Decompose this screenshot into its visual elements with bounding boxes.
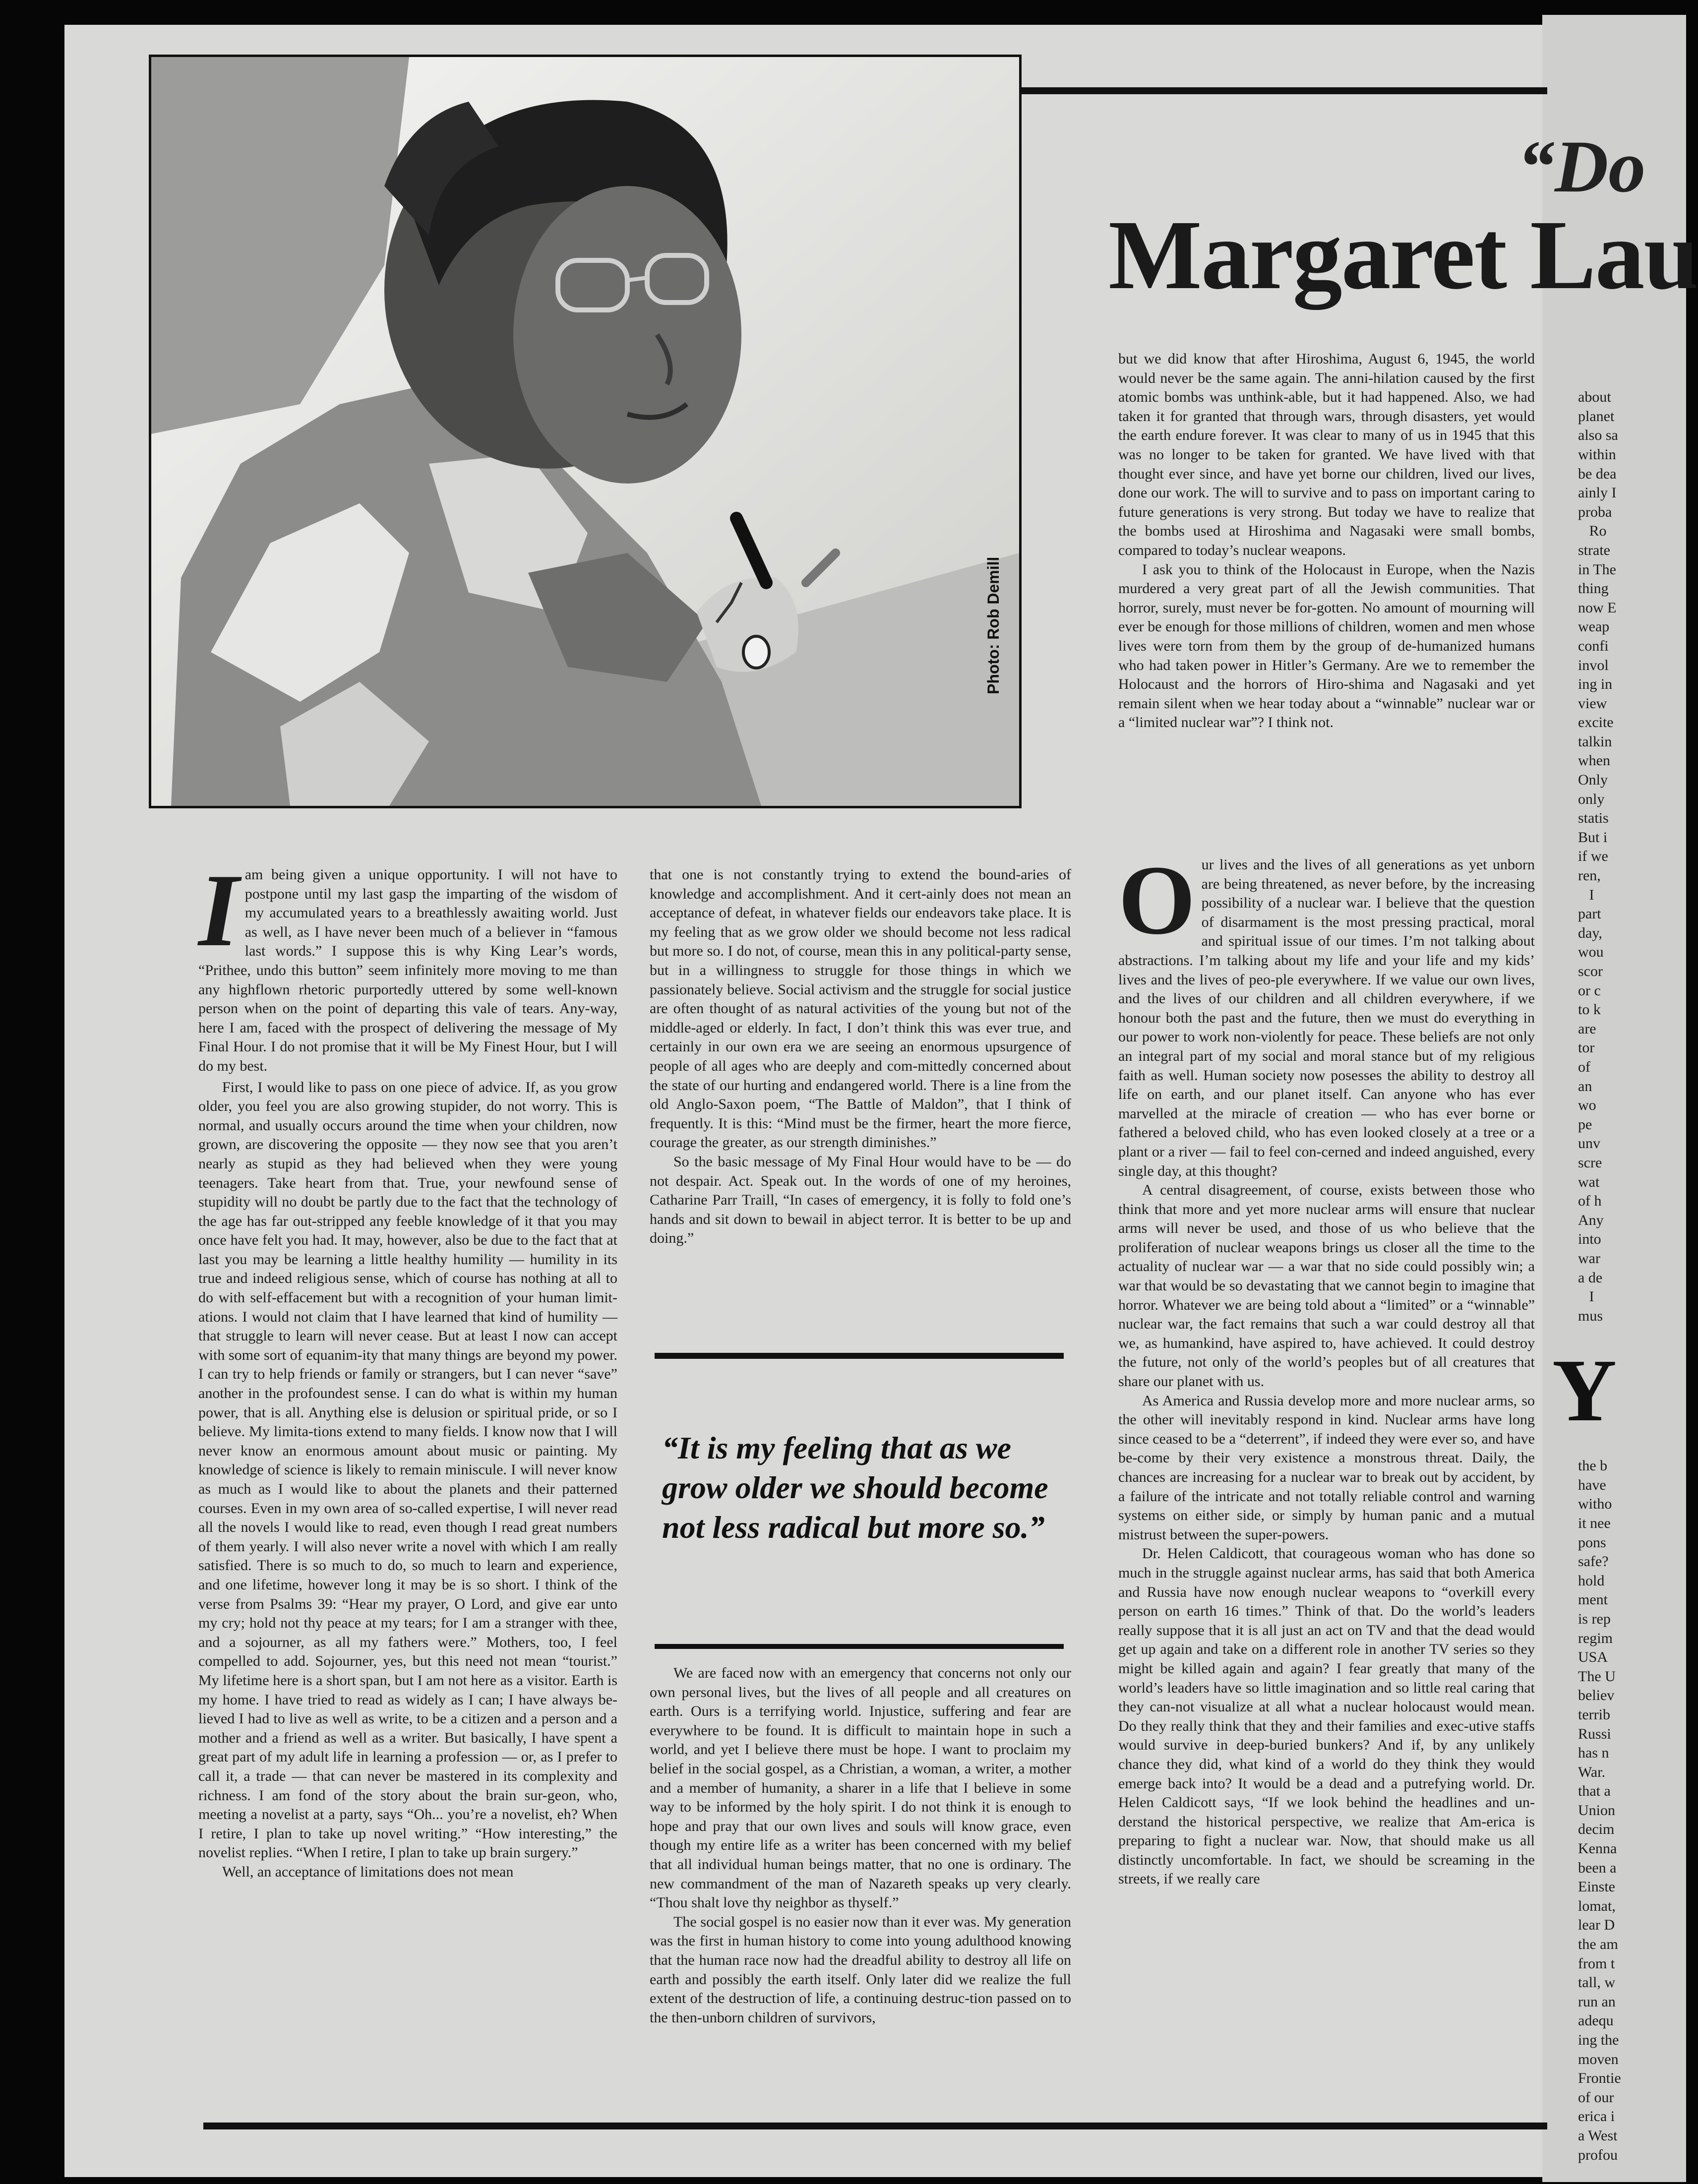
col4-line: witho [1578, 1496, 1612, 1513]
col4-line: to k [1578, 1001, 1601, 1018]
col4-line: are [1578, 1020, 1596, 1037]
col4-line: ing in [1578, 676, 1613, 693]
drop-cap-i: I [198, 853, 239, 968]
col4-line: planet [1578, 408, 1615, 425]
author-photo [149, 55, 1022, 808]
col1-para-1: Iam being given a unique opportunity. I will not have to postpone until my last gasp the imparting of the wisdom of my accumulated years to a breathlessly awaiting world. Just as well, as I have never been much of a believer in “famous last words.” I suppose this is why King Lear’s words, “Prithee, undo this button” seem infinitely more moving to me than any highflown rhetoric purportedly uttered by some well-known person when on the point of departing this vale of tears. Any-way, here I am, faced with the prospect of delivering the message of My Final Hour. I do not promise that it will be My Finest Hour, but I will do my best. [198, 853, 617, 1074]
col4-line: scre [1578, 1154, 1602, 1171]
article-column-1 [198, 853, 617, 1881]
col4-line: But i [1578, 829, 1608, 846]
col4-line: Only [1578, 772, 1608, 789]
col4-line: ainly I [1578, 485, 1617, 501]
col4-line: from t [1578, 1955, 1615, 1972]
drop-cap-o: O [1118, 846, 1196, 955]
col4-line: Russi [1578, 1725, 1611, 1742]
col4-line: been a [1578, 1859, 1617, 1876]
bottom-rule [203, 2123, 1547, 2129]
col4-line: only [1578, 790, 1605, 807]
col4-line: excite [1578, 714, 1614, 731]
col4-line: USA [1578, 1649, 1608, 1666]
col4-line: moven [1578, 2051, 1619, 2067]
col4-line: thing [1578, 580, 1609, 597]
col4-line: lomat, [1578, 1897, 1616, 1914]
article-column-2-lower [650, 1664, 1071, 2027]
col4-line: invol [1578, 657, 1609, 673]
col4-line: weap [1578, 618, 1610, 635]
col4-line: Ro [1578, 523, 1607, 540]
col4-line: ren, [1578, 867, 1601, 884]
col3-para-5: As America and Russia develop more and more nuclear arms, so the other will inevitably respond in kind. Nuclear arms have long since ceased to be a “deterrent”, if indeed they were ever so, and have be-come by their very existence a monstrous threat. Daily, the chances are increasing for a nuclear war to break out by accident, by a failure of the intricate and not totally reliable control and warning systems on either side, or simply by human panic and a mutual mistrust between the super-powers. [1118, 1392, 1535, 1543]
pull-quote: “It is my feeling that as we grow older we should become not less radical but more so.” [662, 1430, 1048, 1545]
col4-line: regim [1578, 1630, 1613, 1646]
col1-para-3: Well, an acceptance of limitations does not mean [222, 1863, 514, 1880]
col4-line: of h [1578, 1193, 1602, 1210]
col4-line: view [1578, 695, 1607, 712]
col4-line: into [1578, 1231, 1601, 1248]
col4-line: strate [1578, 542, 1610, 558]
col4-line: scor [1578, 963, 1603, 979]
col4-line: the am [1578, 1936, 1618, 1953]
col4-line: if we [1578, 848, 1608, 865]
col4-line: The U [1578, 1668, 1616, 1685]
col4-line: tall, w [1578, 1974, 1615, 1991]
col2-para-3: We are faced now with an emergency that concerns not only our own personal lives, but the lives of all people and all creatures on earth. Ours is a terrifying world. Injustice, suffering and fear are everywhere to be found. It is difficult to maintain hope in such a world, and yet I believe there must be hope. I want to proclaim my belief in the social gospel, as a Christian, a woman, a writer, a mother and a member of humanity, a sharer in a life that I believe in some way to be informed by the holy spirit. I do not think it is enough to hope and pray that our own lives and souls will know grace, even though my entire life as a writer has been concerned with my belief that all individual human beings matter, that no one is ordinary. The new commandment of the man of Nazareth speaks up very clearly. “Thou shalt love thy neighbor as thyself.” [650, 1665, 1071, 1911]
col4-line: hold [1578, 1572, 1605, 1589]
col3-para-2: I ask you to think of the Holocaust in Europe, when the Nazis murdered a very great part of all the Jewish communities. That horror, surely, must never be for-gotten. No amount of mourning will ever be enough for those millions of children, women and men whose lives were torn from them by the group of de-humanized humans who had taken power in Hitler’s Germany. Are we to remember the Holocaust and the horrors of Hiro-shima and Nagasaki and yet remain silent when we hear today about a “winnable” nuclear war or a “limited nuclear war”? I think not. [1118, 561, 1535, 731]
col3-para-4: A central disagreement, of course, exists between those who think that more and yet more nuclear arms will ensure that nuclear arms will never be used, and those of us who believe that the proliferation of nuclear weapons brings us closer all the time to the actuality of nuclear war — a war that no side could possibly win; a war that would be so devastating that we cannot begin to imagine that horror. Whatever we are being told about a “limited” or a “winnable” nuclear war, the fact remains that such a war could destroy all that we, as humankind, have aspired to, have achieved. It could destroy the future, not only of the world’s peoples but of all creatures that share our planet with us. [1118, 1182, 1535, 1390]
author-photo-image [151, 57, 1019, 806]
col4-line: in The [1578, 561, 1616, 578]
col4-top-lines [1578, 388, 1686, 1326]
col4-line: talkin [1578, 733, 1612, 750]
col4-line: Einste [1578, 1879, 1615, 1895]
col2-para-4: The social gospel is no easier now than it ever was. My generation was the first in human history to come into young adulthood knowing that the human race now had the dreadful ability to destroy all life on earth and possibly the earth itself. Only later did we realize the full extent of the destruction of life, a continuing destruc-tion passed on to the then-unborn children of survivors, [650, 1913, 1071, 2026]
col4-line: of [1578, 1058, 1590, 1075]
col4-line: War. [1578, 1763, 1606, 1780]
col4-line: tor [1578, 1039, 1595, 1056]
col4-line: confi [1578, 637, 1609, 654]
col4-line: I [1578, 1288, 1594, 1305]
col4-line: it nee [1578, 1515, 1611, 1531]
col4-line: has n [1578, 1745, 1609, 1761]
col4-line: Union [1578, 1802, 1615, 1819]
article-column-4-bottom [1578, 1418, 1686, 2163]
top-rule-right [997, 87, 1547, 94]
col2-para-2: So the basic message of My Final Hour would have to be — do not despair. Act. Speak out. In the words of one of my heroines, Catharine Parr Traill, “In cases of emergency, it is folly to fold one’s hands and sit down to bewail in abject terror. It is better to be up and doing.” [650, 1153, 1071, 1247]
col3-para-3: Our lives and the lives of all generations as yet unborn are being threatened, as never before, by the increasing possibility of a nuclear war. I believe that the question of disarmament is the most pressing practical, moral and spiritual issue of our times. I’m not talking about abstractions. I’m talking about my life and your life and my kids’ lives and the lives of peo-ple everywhere. If we value our own lives, and the lives of our children and all children everywhere, if we honour both the past and the future, then we must do everything in our power to work non-violently for peace. These beliefs are not only an integral part of my social and moral stance but of my religious faith as well. Human society now posesses the ability to destroy all life on earth, and our planet itself. Can anyone who has ever marvelled at the miracle of creation — who has ever borne or fathered a beloved child, who has even looked closely at a tree or a plant or a river — fail to feel con-cerned and indeed anguished, every single day, at this thought? [1118, 846, 1535, 1179]
pullquote-rule-bottom [655, 1644, 1064, 1649]
col4-line: within [1578, 446, 1616, 463]
headline-kicker: “Do [1517, 125, 1646, 208]
col4-line: unv [1578, 1135, 1600, 1152]
col4-line: erica i [1578, 2108, 1615, 2125]
col4-line: a de [1578, 1269, 1603, 1286]
col4-line: be dea [1578, 465, 1617, 482]
col4-line: war [1578, 1250, 1600, 1267]
col4-line: proba [1578, 503, 1612, 520]
col3-para-6: Dr. Helen Caldicott, that courageous woman who has done so much in the struggle against nuclear arms, has said that both America and Russia have now enough nuclear weapons to “overkill every person on earth 16 times.” Think of that. Do the world’s leaders really suppose that it is all just an act on TV and that the dead would get up again and take on a different role in another TV series so they might be killed again and again? I fear greatly that many of the world’s leaders have so little imagination and so little real caring that they can-not visualize at all what a nuclear holocaust would mean. Do they really think that they and their families and exec-utive staffs would survive in deep-buried bunkers? And if, by any unlikely chance they did, what kind of a world do they think they would emerge back into? It would be a dead and a putrefying world. Dr. Helen Caldicott says, “If we look behind the headlines and un-derstand the historical perspective, we realize that Am-erica is preparing to fight a nuclear war. Now, that should make us all distinctly uncomfortable. In fact, we should be screaming in the streets, if we really care [1118, 1545, 1535, 1887]
article-column-2 [650, 865, 1071, 1248]
col4-line: profou [1578, 2146, 1618, 2163]
col4-line: when [1578, 752, 1610, 769]
col4-line: Any [1578, 1212, 1604, 1228]
col4-line: ing the [1578, 2032, 1619, 2048]
pullquote-rule-top [655, 1353, 1064, 1359]
col4-line: wou [1578, 944, 1604, 961]
col4-line: that a [1578, 1783, 1611, 1800]
col4-line: decim [1578, 1821, 1615, 1838]
col4-line: the b [1578, 1457, 1608, 1474]
col4-line: wat [1578, 1173, 1600, 1190]
col4-line: a West [1578, 2127, 1618, 2144]
col4-line: have [1578, 1476, 1606, 1493]
col4-line: statis [1578, 810, 1609, 827]
col4-line: believ [1578, 1687, 1615, 1704]
col4-line: I [1578, 886, 1594, 903]
col4-line: pe [1578, 1116, 1592, 1133]
photo-credit: Photo: Rob Demill [984, 556, 1002, 694]
col4-line: an [1578, 1078, 1592, 1094]
col3-para-1: but we did know that after Hiroshima, August 6, 1945, the world would never be the same again. The anni-hilation caused by the first atomic bombs was unthink-able, but it had happened. Also, we had taken it for granted that through wars, through disasters, yet would the earth endure forever. It was clear to many of us in 1945 that this was no longer to be taken for granted. We have lived with that thought ever since, and have yet borne our children, lived our lives, done our work. The will to survive and to pass on important caring to future generations is very strong. But today we have to realize that the bombs used at Hiroshima and Nagasaki were small bombs, compared to today’s nuclear weapons. [1118, 351, 1535, 558]
col4-bottom-lines [1578, 1456, 1686, 2165]
col4-line: lear D [1578, 1917, 1615, 1934]
col4-line: now E [1578, 599, 1617, 616]
drop-cap-y: Y [1552, 1341, 1617, 1440]
col4-line: ment [1578, 1591, 1608, 1608]
col4-line: wo [1578, 1097, 1596, 1114]
col4-line: safe? [1578, 1553, 1609, 1570]
headline: Margaret Lau [1108, 200, 1698, 310]
col4-line: mus [1578, 1307, 1603, 1324]
col4-line: of our [1578, 2089, 1614, 2106]
col4-line: about [1578, 389, 1611, 406]
col4-line: Kenna [1578, 1840, 1617, 1857]
col4-line: is rep [1578, 1610, 1611, 1627]
col4-line: terrib [1578, 1706, 1610, 1723]
col1-para-2: First, I would like to pass on one piece of advice. If, as you grow older, you feel you are also growing stupider, do not worry. This is normal, and usually occurs around the time when your children, now grown, are discovering the opposite — they now see that you aren’t nearly as stupid as they had believed when they were young teenagers. Take heart from that. True, your newfound sense of stupidity will no doubt be partly due to the fact that the technology of the age has far out-stripped any feeble knowledge of it that you may once have felt you had. It may, however, also be due to the fact that at last you may be learning a little healthy humility — humility in its true and indeed religious sense, which of course has nothing at all to do with self-effacement but with a recognition of your human limit-ations. I would not claim that I have learned that kind of humility — that struggle to learn will never cease. But at least I now can accept with some sort of equanim-ity that many things are beyond my power. I can try to help friends or family or strangers, but I can never “save” another in the profoundest sense. I can do what is within my human power, that is all. Anything else is delusion or spiritual pride, or so I believe. My limita-tions extend to many fields. I know now that I will never know an enormous amount about music or painting. My knowledge of science is likely to remain miniscule. I will never know as much as I would like to about the planets and their patterned courses. Even in my own area of so-called expertise, I will never read all the novels I would like to read, even though I read great numbers of them yearly. I will also never write a novel with which I am really satisfied. There is so much to do, so much to learn and experience, and one lifetime, however long it may be is so short. I think of the verse from Psalms 39: “Hear my prayer, O Lord, and give ear unto my cry; hold not thy peace at my tears; for I am a stranger with thee, and a sojourner, as all my fathers were.” Mothers, too, I feel compelled to add. Sojourner, yes, but this need not mean “tourist.” My lifetime here is a short span, but I am not here as a visitor. Earth is my home. I have tried to read as widely as I can; I have always be-lieved I had to live as well as write, to be a citizen and a person and a mother and a friend as well as a writer. But basically, I have spent a great part of my adult life in learning a profession — or, as I prefer to call it, a trade — that can never be mastered in its complexity and richness. I am fond of the story about the brain sur-geon, who, meeting a novelist at a party, says “Oh... you’re a novelist, eh? When I retire, I plan to take up novel writing.” “How interesting,” the novelist replies. “When I retire, I plan to take up brain surgery.” [198, 1079, 617, 1861]
col4-line: pons [1578, 1534, 1606, 1551]
col2-para-1: that one is not constantly trying to extend the bound-aries of knowledge and accomplishment. And it cert-ainly does not mean an acceptance of defeat, in whatever fields our endeavors take place. It is my feeling that as we grow older we should become not less radical but more so. I do not, of course, mean this in any political-party sense, but in a willingness to struggle for those things in which we passionately believe. Social activism and the struggle for social justice are often thought of as natural activities of the young but not of the middle-aged or elderly. In fact, I don’t think this was ever true, and certainly in our own era we are seeing an enormous upsurgence of people of all ages who are deeply and com-mittedly concerned about the state of our hurting and endangered world. There is a line from the old Anglo-Saxon poem, “The Battle of Maldon”, that I think of frequently. It is this: “Mind must be the firmer, heart the more fierce, courage the greater, as our strength diminishes.” [650, 866, 1071, 1151]
col4-line: part [1578, 906, 1601, 922]
article-column-4-top [1578, 350, 1686, 1332]
article-column-3 [1118, 350, 1535, 732]
col4-line: also sa [1578, 427, 1618, 444]
col4-line: Frontie [1578, 2070, 1621, 2087]
col4-line: or c [1578, 982, 1601, 999]
article-column-3-lower [1118, 846, 1535, 1889]
col4-line: run an [1578, 1993, 1616, 2010]
col4-line: day, [1578, 924, 1602, 941]
col4-line: adequ [1578, 2012, 1614, 2029]
